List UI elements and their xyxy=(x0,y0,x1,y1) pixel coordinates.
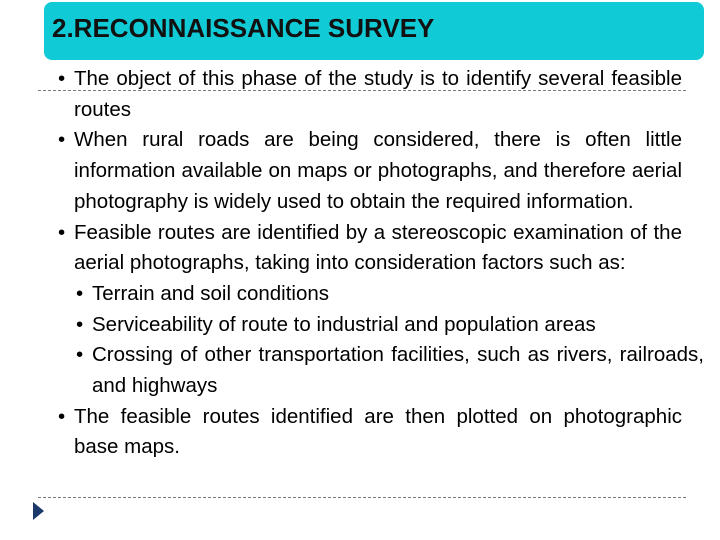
bullet-feasible-routes: • Feasible routes are identified by a stereoscopic examination of the aerial photographs, taking into consideration factors such as: xyxy=(58,218,682,279)
play-arrow-icon[interactable] xyxy=(33,502,44,520)
title-bar xyxy=(44,2,704,60)
divider-bottom xyxy=(38,497,686,498)
slide-title: 2.RECONNAISSANCE SURVEY xyxy=(52,13,435,43)
bullet-rural-roads: • When rural roads are being considered, there is often little information available on maps or photographs, and therefore aerial photography is widely used to obtain the required information. xyxy=(58,125,682,217)
bullet-plotted-routes: • The feasible routes identified are then plotted on photographic base maps. xyxy=(58,402,682,463)
sub-bullet-terrain: • Terrain and soil conditions xyxy=(76,279,704,310)
slide-body xyxy=(58,64,704,463)
sub-bullet-serviceability: • Serviceability of route to industrial and population areas xyxy=(76,310,704,341)
sub-bullet-crossing: • Crossing of other transportation facilities, such as rivers, railroads, and highways xyxy=(76,340,704,401)
bullet-object-of-phase: • The object of this phase of the study is to identify several feasible routes xyxy=(58,64,682,125)
